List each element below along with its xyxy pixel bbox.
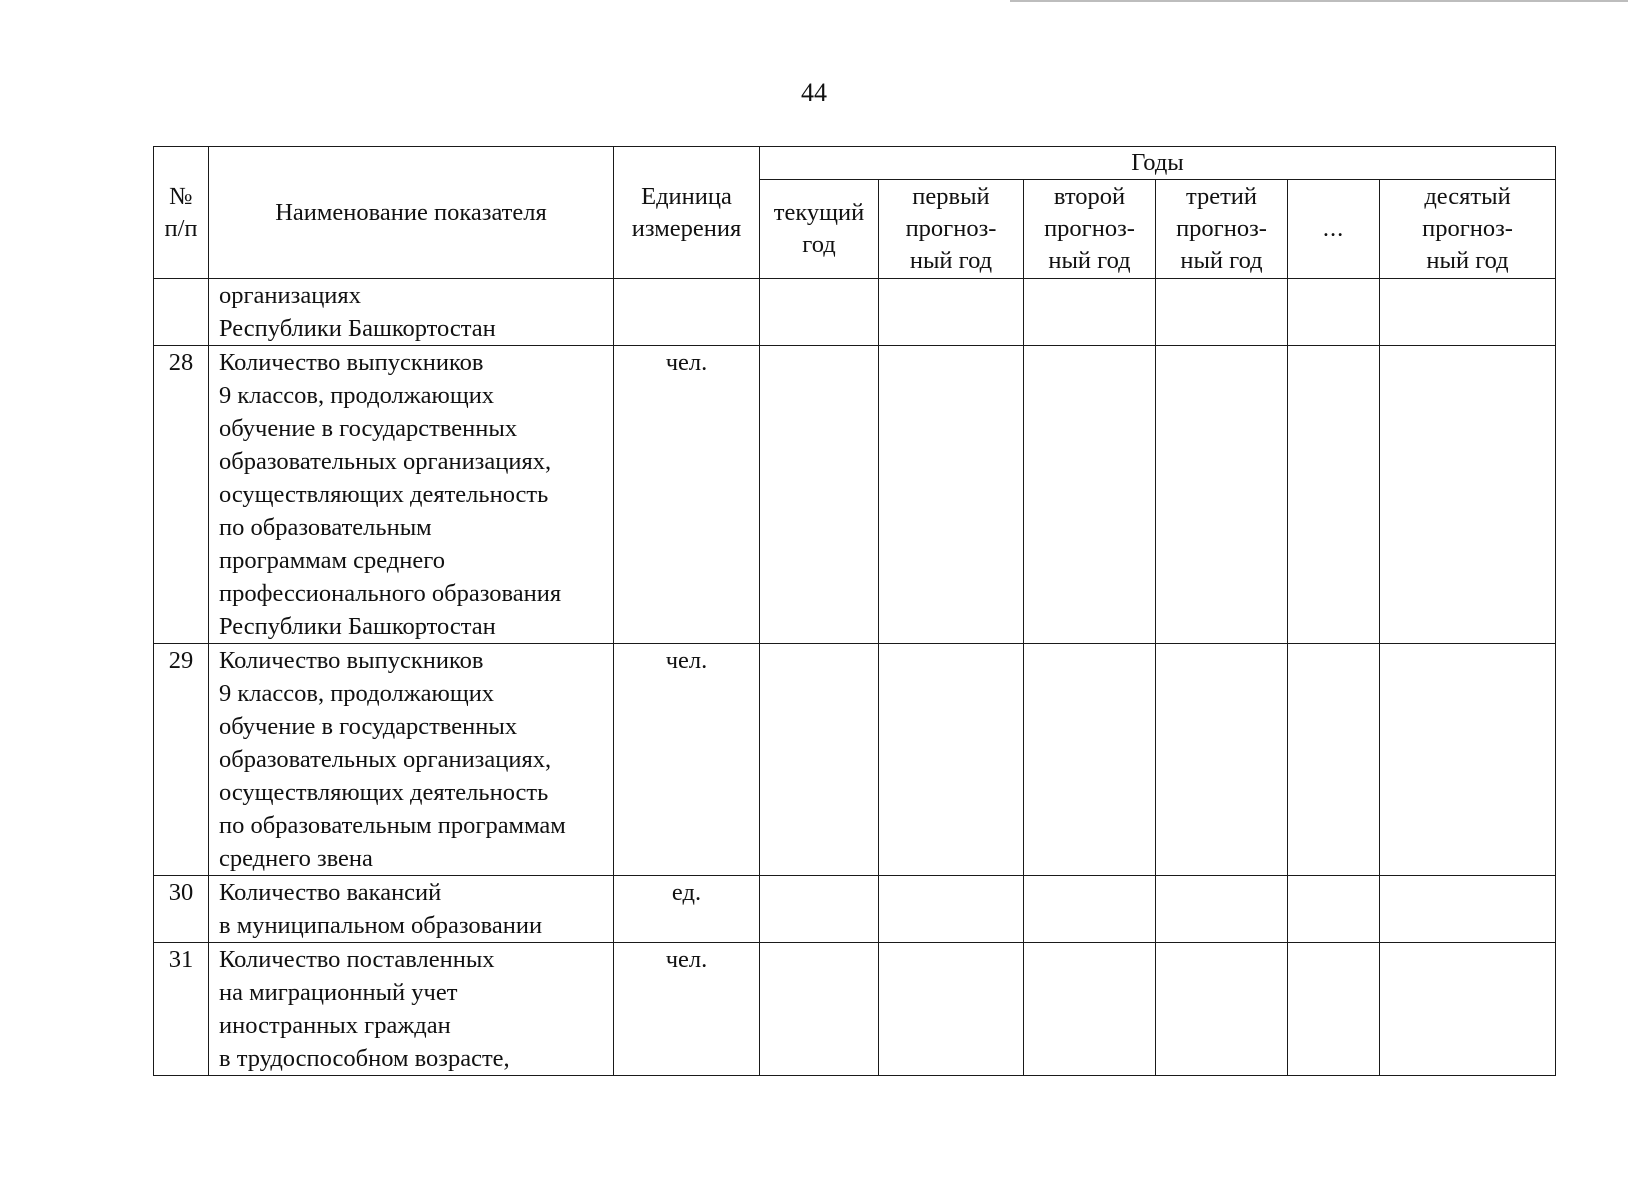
top-edge-rule <box>1010 0 1628 2</box>
header-years: Годы <box>760 147 1556 180</box>
row-value-second <box>1024 943 1156 1076</box>
row-value-second <box>1024 644 1156 876</box>
row-value-current <box>760 943 879 1076</box>
row-value-current <box>760 279 879 346</box>
table-row <box>154 943 1556 1076</box>
row-indicator-name: Количество вакансий в муниципальном образовании <box>209 876 614 943</box>
header-year-first-forecast: первый прогноз- ный год <box>879 180 1024 279</box>
header-indicator-name: Наименование показателя <box>209 147 614 279</box>
row-value-first <box>879 644 1024 876</box>
row-value-second <box>1024 876 1156 943</box>
row-indicator-name: организациях Республики Башкортостан <box>209 279 614 346</box>
row-value-ellipsis <box>1288 279 1380 346</box>
indicators-table-container <box>153 146 1555 1076</box>
row-unit: чел. <box>614 644 760 876</box>
header-year-second-forecast: второй прогноз- ный год <box>1024 180 1156 279</box>
row-value-tenth <box>1380 943 1556 1076</box>
row-value-second <box>1024 346 1156 644</box>
header-year-tenth-forecast: десятый прогноз- ный год <box>1380 180 1556 279</box>
indicators-table <box>153 146 1556 1076</box>
row-value-current <box>760 644 879 876</box>
row-value-third <box>1156 346 1288 644</box>
row-unit <box>614 279 760 346</box>
table-row <box>154 279 1556 346</box>
row-value-second <box>1024 279 1156 346</box>
row-number: 31 <box>154 943 209 1076</box>
row-value-tenth <box>1380 876 1556 943</box>
row-value-third <box>1156 943 1288 1076</box>
page-number: 44 <box>801 78 827 107</box>
header-year-current: текущий год <box>760 180 879 279</box>
row-value-ellipsis <box>1288 943 1380 1076</box>
row-value-ellipsis <box>1288 346 1380 644</box>
row-value-current <box>760 346 879 644</box>
row-value-first <box>879 876 1024 943</box>
row-number <box>154 279 209 346</box>
row-value-current <box>760 876 879 943</box>
row-value-third <box>1156 876 1288 943</box>
row-indicator-name: Количество выпускников 9 классов, продолжающих обучение в государственных образовательных организациях, осуществляющих деятельность по образовательным программам среднего профессионального образования Республики Башкортостан <box>209 346 614 644</box>
table-row <box>154 346 1556 644</box>
row-indicator-name: Количество поставленных на миграционный учет иностранных граждан в трудоспособном возрасте, <box>209 943 614 1076</box>
header-year-ellipsis: ... <box>1288 180 1380 279</box>
row-value-tenth <box>1380 346 1556 644</box>
header-year-third-forecast: третий прогноз- ный год <box>1156 180 1288 279</box>
row-value-first <box>879 943 1024 1076</box>
row-value-third <box>1156 279 1288 346</box>
row-unit: ед. <box>614 876 760 943</box>
row-value-ellipsis <box>1288 876 1380 943</box>
row-value-third <box>1156 644 1288 876</box>
row-unit: чел. <box>614 943 760 1076</box>
header-unit: Единица измерения <box>614 147 760 279</box>
row-unit: чел. <box>614 346 760 644</box>
row-value-tenth <box>1380 644 1556 876</box>
header-number: № п/п <box>154 147 209 279</box>
row-number: 29 <box>154 644 209 876</box>
row-value-first <box>879 279 1024 346</box>
row-indicator-name: Количество выпускников 9 классов, продолжающих обучение в государственных образовательных организациях, осуществляющих деятельность по образовательным программам среднего звена <box>209 644 614 876</box>
row-value-first <box>879 346 1024 644</box>
row-number: 28 <box>154 346 209 644</box>
table-row <box>154 644 1556 876</box>
row-number: 30 <box>154 876 209 943</box>
row-value-tenth <box>1380 279 1556 346</box>
row-value-ellipsis <box>1288 644 1380 876</box>
table-row <box>154 876 1556 943</box>
